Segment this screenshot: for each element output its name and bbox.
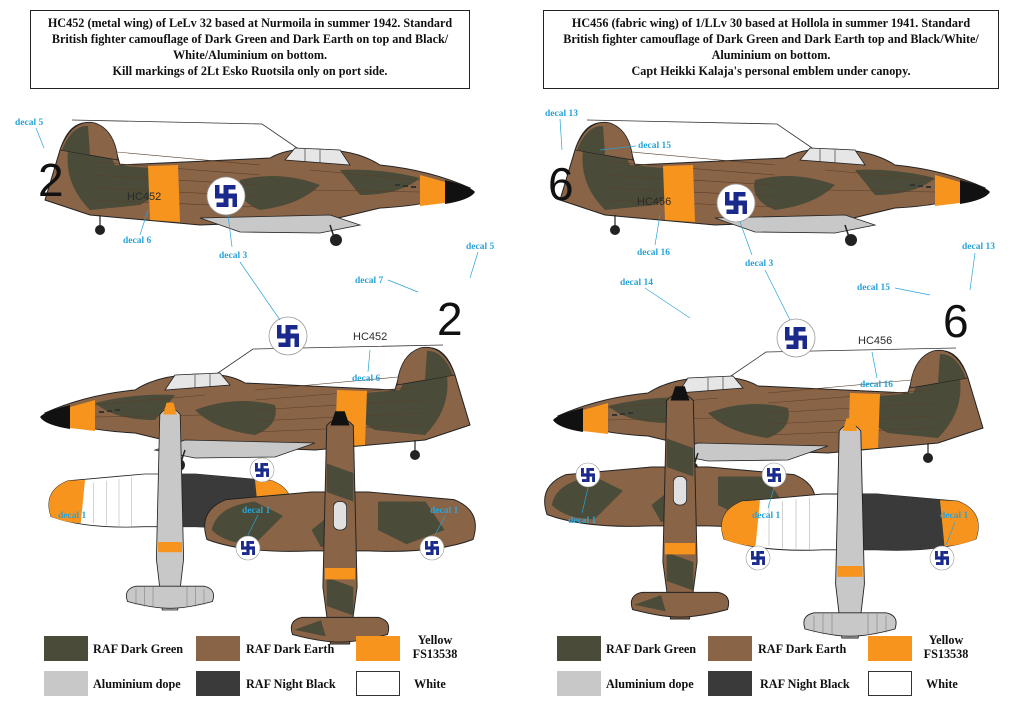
swatch-yellow: [356, 636, 400, 661]
right-decal-label: decal 1: [568, 516, 597, 526]
left-decal-label: decal 1: [242, 506, 271, 516]
right-top-roundel-2: [762, 463, 786, 487]
swatch-aluminium: [44, 671, 88, 696]
left-code-number-starboard: 2: [38, 154, 64, 206]
left-bottom-roundel: [250, 458, 274, 482]
legend-dark-earth: RAF Dark Earth: [758, 642, 847, 656]
right-decal-label: decal 16: [860, 380, 893, 390]
left-decal-label: decal 5: [15, 118, 44, 128]
left-decal-label: decal 6: [123, 236, 152, 246]
right-caption-line-1: HC456 (fabric wing) of 1/LLv 30 based at Hollola in summer 1941. Standard: [571, 16, 971, 30]
legend-yellow: [916, 633, 976, 661]
legend-dark-earth: RAF Dark Earth: [246, 642, 335, 656]
right-decal-label: decal 16: [637, 248, 670, 258]
right-caption-line-2: British fighter camouflage of Dark Green and Dark Earth top and Black/White/: [563, 32, 979, 46]
left-port-profile: [40, 345, 470, 471]
right-decal-label: decal 3: [745, 259, 774, 269]
legend-night-black: RAF Night Black: [760, 677, 850, 691]
right-decal-label: decal 15: [638, 141, 671, 151]
legend-dark-green: RAF Dark Green: [93, 642, 184, 656]
right-starboard-roundel: [717, 184, 755, 222]
left-caption-line-2: British fighter camouflage of Dark Green and Dark Earth on top and Black/: [51, 32, 449, 46]
right-decal-label: decal 13: [545, 109, 578, 119]
left-serial-starboard: HC452: [127, 191, 162, 203]
right-decal-label: decal 1: [752, 511, 781, 521]
left-top-roundel-2: [420, 536, 444, 560]
left-port-roundel: [269, 317, 307, 355]
left-decal-label: decal 5: [466, 242, 495, 252]
legend-yellow: [405, 633, 465, 661]
left-caption-line-1: HC452 (metal wing) of LeLv 32 based at Nurmoila in summer 1942. Standard: [47, 16, 453, 30]
legend-yellow-line-1: Yellow: [417, 633, 453, 647]
right-serial-port: HC456: [858, 335, 893, 347]
swatch-aluminium: [557, 671, 601, 696]
swatch-dark-earth: [708, 636, 752, 661]
legend-white: White: [926, 677, 958, 691]
left-top-roundel-1: [236, 536, 260, 560]
kalaja-emblem: ←•HK•→: [683, 315, 720, 325]
right-bottom-roundel-2: [930, 546, 954, 570]
legend-aluminium: Aluminium dope: [606, 677, 694, 691]
legend-aluminium: Aluminium dope: [93, 677, 181, 691]
right-code-number-port: 6: [943, 295, 969, 347]
swatch-night-black: [196, 671, 240, 696]
left-decal-label: decal 6: [352, 374, 381, 384]
left-decal-label: decal 1: [58, 511, 87, 521]
swatch-night-black: [708, 671, 752, 696]
right-serial-starboard: HC456: [637, 196, 672, 208]
swatch-yellow: [868, 636, 912, 661]
swatch-dark-green: [44, 636, 88, 661]
left-decal-label: decal 7: [355, 276, 384, 286]
legend-yellow-line-2: FS13538: [412, 647, 458, 661]
legend-yellow-line-1: Yellow: [928, 633, 964, 647]
right-bottom-roundel-1: [746, 546, 770, 570]
legend-white: White: [414, 677, 446, 691]
right-caption-line-3: Aluminium on bottom.: [711, 48, 831, 62]
right-starboard-profile: [560, 120, 990, 246]
left-starboard-profile: [38, 120, 475, 246]
swatch-dark-earth: [196, 636, 240, 661]
swatch-white: [356, 671, 400, 696]
swatch-white: [868, 671, 912, 696]
right-code-number-starboard: 6: [548, 158, 574, 210]
swatch-dark-green: [557, 636, 601, 661]
right-port-roundel: [777, 319, 815, 357]
left-code-number-port: 2: [437, 293, 463, 345]
right-port-profile: [553, 348, 983, 474]
right-decal-label: decal 13: [962, 242, 995, 252]
right-decal-label: decal 1: [940, 511, 969, 521]
left-caption-line-4: Kill markings of 2Lt Esko Ruotsila only on port side.: [112, 64, 388, 78]
right-decal-label: decal 15: [857, 283, 890, 293]
right-decal-label: decal 14: [620, 278, 653, 288]
legend-dark-green: RAF Dark Green: [606, 642, 697, 656]
right-caption-line-4: Capt Heikki Kalaja's personal emblem under canopy.: [631, 64, 911, 78]
left-decal-label: decal 1: [430, 506, 459, 516]
right-top-roundel-1: [576, 463, 600, 487]
legend-yellow-line-2: FS13538: [923, 647, 969, 661]
left-decal-label: decal 3: [219, 251, 248, 261]
left-caption-line-3: White/Aluminium on bottom.: [172, 48, 328, 62]
legend-night-black: RAF Night Black: [246, 677, 336, 691]
left-serial-port: HC452: [353, 331, 388, 343]
